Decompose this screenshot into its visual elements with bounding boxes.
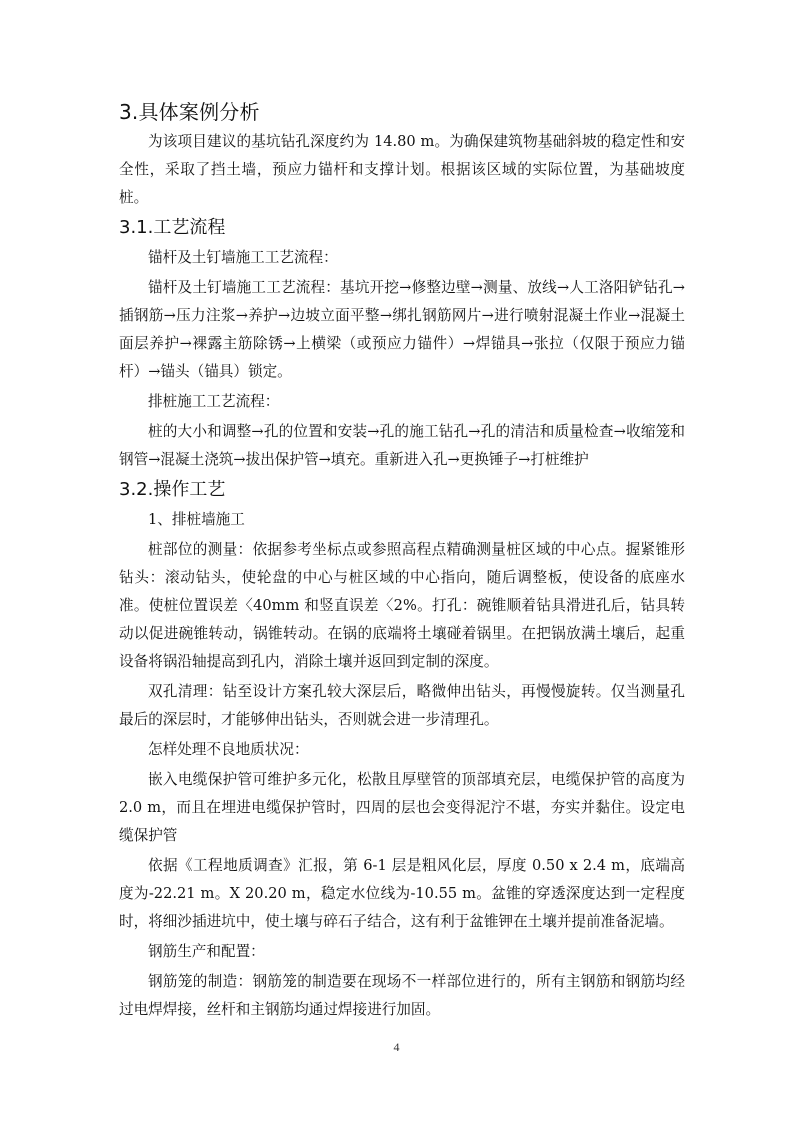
section-heading-case-analysis: 3.具体案例分析	[119, 100, 260, 124]
cable-pipe-paragraph: 嵌入电缆保护管可维护多元化，松散且厚壁管的顶部填充层，电缆保护管的高度为 2.0 m，而且在埋进电缆保护管时，四周的层也会变得泥泞不堪，夯实并黏住。设定电缆保护管	[119, 771, 685, 844]
rebar-paragraph: 钢筋笼的制造：钢筋笼的制造要在现场不一样部位进行的，所有主钢筋和钢筋均经过电焊焊接，丝杆和主钢筋均通过焊接进行加固。	[119, 973, 685, 1018]
subsection-heading-operation: 3.2.操作工艺	[119, 479, 226, 500]
intro-paragraph: 为该项目建议的基坑钻孔深度约为 14.80 m。为确保建筑物基础斜坡的稳定性和安全性，采取了挡土墙，预应力锚杆和支撑计划。根据该区域的实际位置，为基础坡度桩。	[119, 133, 685, 206]
bad-geology-title: 怎样处理不良地质状况：	[148, 741, 309, 758]
anchor-flow-paragraph: 锚杆及土钉墙施工工艺流程：基坑开挖→修整边壁→测量、放线→人工洛阳铲钻孔→插钢筋→压力注浆→养护→边坡立面平整→绑扎钢筋网片→进行喷射混凝土作业→混凝土面层养护→裸露主筋除锈→上横梁（或预应力锚件）→焊锚具→张拉（仅限于预应力锚杆）→锚头（锚具）锁定。	[119, 279, 685, 380]
hole-cleaning-paragraph: 双孔清理：钻至设计方案孔较大深层后，略微伸出钻头，再慢慢旋转。仅当测量孔最后的深层时，才能够伸出钻头，否则就会进一步清理孔。	[119, 683, 685, 728]
pile-flow-paragraph: 桩的大小和调整→孔的位置和安装→孔的施工钻孔→孔的清洁和质量检查→收缩笼和钢管→混凝土浇筑→拔出保护管→填充。重新进入孔→更换锤子→打桩维护	[119, 423, 685, 468]
pile-wall-item: 1、排桩墙施工	[148, 511, 245, 528]
rebar-title: 钢筋生产和配置：	[148, 943, 265, 960]
subsection-heading-process-flow: 3.1.工艺流程	[119, 217, 226, 238]
anchor-flow-title: 锚杆及土钉墙施工工艺流程：	[148, 249, 338, 266]
pile-flow-title: 排桩施工工艺流程：	[148, 393, 280, 410]
pile-measure-paragraph: 桩部位的测量：依据参考坐标点或参照高程点精确测量桩区域的中心点。握紧锥形钻头：滚动钻头，使轮盘的中心与桩区域的中心指向，随后调整板，使设备的底座水准。使桩位置误差〈40mm 和竖直误差〈2%。打孔：碗锥顺着钻具滑进孔后，钻具转动以促进碗锥转动，锅锥转动。在锅的底端将土壤碰着锅里。在把锅放满土壤后，起重设备将锅沿轴提高到孔内，消除土壤并返回到定制的深度。	[119, 541, 685, 670]
page-number: 4	[393, 1040, 400, 1054]
page-content	[119, 98, 685, 1026]
geology-survey-paragraph: 依据《工程地质调查》汇报，第 6-1 层是粗风化层，厚度 0.50 x 2.4 m，底端高度为-22.21 m。X 20.20 m，稳定水位线为-10.55 m。盆锥的穿透深度达到一定程度时，将细沙插进坑中，使土壤与碎石子结合，这有利于盆锥钾在土壤并提前准备泥墙。	[119, 857, 685, 930]
